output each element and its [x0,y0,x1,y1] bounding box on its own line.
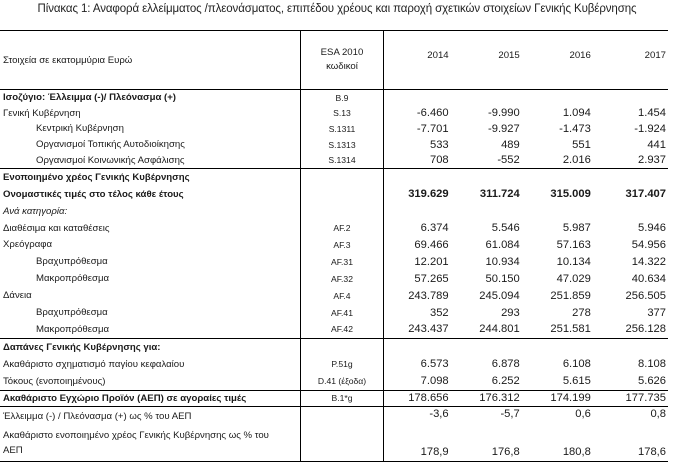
row-code: AF.4 [300,287,383,304]
row-label: Ανά κατηγορία: [3,205,68,217]
header-year: 2014 [384,31,455,90]
header-code-line2: κωδικοί [326,61,358,72]
row-code [300,203,383,220]
cell-value: 256.505 [625,289,666,302]
row-label: Δαπάνες Γενικής Κυβέρνησης για: [0,338,300,355]
cell-value: 315.009 [550,188,591,201]
row-code [300,168,383,185]
cell-value [597,90,668,106]
row-code: S.1313 [300,137,383,153]
cell-value: 243.789 [408,289,449,302]
row-code: AF.3 [300,237,383,254]
cell-value: 177.735 [597,390,668,407]
cell-value: -5,7 [455,407,526,425]
table-row [0,220,668,237]
cell-value: 5.946 [638,222,666,235]
cell-value: 12.201 [414,255,449,268]
cell-value: 244.801 [479,323,520,336]
cell-value: 6.878 [491,358,520,371]
cell-value: -9.927 [488,122,520,135]
row-label: Βραχυπρόθεσμα [36,256,108,268]
table-row [0,253,668,270]
cell-value: 551 [572,138,591,151]
table-row [0,321,668,338]
cell-value [526,168,597,185]
cell-value: 352 [429,306,449,319]
government-deficit-debt-table [0,30,668,462]
row-label: Δάνεια [3,290,32,302]
cell-value: 441 [647,138,666,151]
cell-value: 176,8 [455,425,526,462]
cell-value [597,338,668,355]
row-label: Ενοποιημένο χρέος Γενικής Κυβέρνησης [0,168,300,185]
row-code [300,186,383,203]
cell-value: 245.094 [479,289,520,302]
cell-value: 57.163 [556,238,591,251]
table-row [0,270,668,287]
cell-value: 1.454 [638,107,666,120]
row-label: Μακροπρόθεσμα [36,323,110,335]
cell-value: 50.150 [485,272,520,285]
cell-value: 278 [572,306,591,319]
cell-value [597,203,668,220]
row-code [300,407,383,425]
cell-value [526,203,597,220]
cell-value: 69.466 [414,238,449,251]
header-code-line1: ESA 2010 [320,47,364,58]
cell-value: 6.573 [420,358,449,371]
cell-value: 14.322 [631,255,666,268]
cell-value [526,338,597,355]
cell-value: 2.016 [562,154,591,167]
header-row [0,31,668,90]
table-row [0,168,668,185]
row-label: Ισοζύγιο: Έλλειμμα (-)/ Πλεόνασμα (+) [0,90,300,106]
row-code: AF.42 [300,321,383,338]
table-row [0,407,668,425]
cell-value: 47.029 [556,272,591,285]
row-label: Ακαθάριστο σχηματισμό παγίου κεφαλαίου [3,358,185,370]
cell-value: 2.937 [638,154,666,167]
cell-value: 5.615 [562,375,591,388]
table-row [0,304,668,321]
table-row [0,287,668,304]
cell-value [455,203,526,220]
row-code: D.41 (έξοδα) [300,373,383,390]
cell-value: -3,6 [384,407,455,425]
cell-value: 533 [429,138,449,151]
table-row [0,106,668,122]
table-row [0,356,668,373]
cell-value: 317.407 [625,188,666,201]
cell-value [455,90,526,106]
row-code [300,425,383,462]
header-year: 2016 [526,31,597,90]
cell-value: 57.265 [414,272,449,285]
table-row [0,425,668,462]
cell-value: 54.956 [631,238,666,251]
cell-value: 251.859 [550,289,591,302]
cell-value [384,203,455,220]
cell-value [455,338,526,355]
row-code: AF.31 [300,253,383,270]
cell-value [384,90,455,106]
cell-value: 0,8 [597,407,668,425]
cell-value: 40.634 [631,272,666,285]
row-label: Βραχυπρόθεσμα [36,307,108,319]
cell-value: 708 [429,154,449,167]
cell-value: 377 [647,306,666,319]
table-row [0,390,668,407]
table-row [0,152,668,168]
cell-value: 6.374 [420,222,449,235]
row-label: Έλλειμμα (-) / Πλεόνασμα (+) ως % του ΑΕΠ [0,407,300,425]
row-label: Διαθέσιμα και καταθέσεις [3,222,110,234]
cell-value: -9.990 [488,107,520,120]
row-code: B.1*g [300,390,383,407]
cell-value: 178,6 [597,425,668,462]
row-label: Ονομαστικές τιμές στο τέλος κάθε έτους [3,188,184,200]
table-title: Πίνακας 1: Αναφορά ελλείμματος /πλεονάσματος, επιπέδου χρέους και παροχή σχετικών στοιχείων Γενικής Κυβέρνησης [37,3,637,15]
header-year: 2017 [597,31,668,90]
cell-value [597,168,668,185]
cell-value [384,168,455,185]
cell-value: 176.312 [455,390,526,407]
cell-value: 251.581 [550,323,591,336]
cell-value: 256.128 [625,323,666,336]
row-code: S.13 [300,106,383,122]
cell-value: 319.629 [408,188,449,201]
row-code [300,338,383,355]
cell-value [455,168,526,185]
table-row [0,137,668,153]
cell-value: 8.108 [638,358,666,371]
cell-value: 174.199 [526,390,597,407]
row-code: B.9 [300,90,383,106]
row-code: AF.2 [300,220,383,237]
row-code: S.1314 [300,152,383,168]
table-row [0,203,668,220]
row-label: Μακροπρόθεσμα [36,273,110,285]
cell-value: -552 [497,154,520,167]
cell-value: 5.546 [491,222,520,235]
table-row [0,338,668,355]
row-code: AF.41 [300,304,383,321]
row-label: Οργανισμοί Τοπικής Αυτοδιοίκησης [36,139,185,151]
cell-value: -7.701 [416,122,449,135]
row-code: P.51g [300,356,383,373]
cell-value [526,90,597,106]
row-label: Κεντρική Κυβέρνηση [36,123,124,135]
cell-value: 10.134 [556,255,591,268]
cell-value: 489 [501,138,520,151]
cell-value: 5.987 [562,222,591,235]
cell-value: 5.626 [638,375,666,388]
cell-value: 6.252 [491,375,520,388]
cell-value: 178.656 [384,390,455,407]
cell-value: 6.108 [562,358,591,371]
table-row [0,186,668,203]
table-row [0,373,668,390]
cell-value: 1.094 [562,107,591,120]
cell-value: -1.473 [559,122,591,135]
row-code: S.1311 [300,121,383,137]
cell-value: 178,9 [384,425,455,462]
row-label: Οργανισμοί Κοινωνικής Ασφάλισης [36,154,185,166]
cell-value: 61.084 [485,238,520,251]
row-code: AF.32 [300,270,383,287]
table-row [0,237,668,254]
header-year: 2015 [455,31,526,90]
cell-value: 293 [501,306,520,319]
cell-value: 180,8 [526,425,597,462]
cell-value: -1.924 [634,122,666,135]
row-label: Ακαθάριστο ενοποιημένο χρέος Γενικής Κυβέρνησης ως % του ΑΕΠ [0,425,300,462]
cell-value: 7.098 [420,375,449,388]
row-label: Χρεόγραφα [3,239,53,251]
row-label: Γενική Κυβέρνηση [3,107,81,119]
cell-value: -6.460 [416,107,449,120]
cell-value: 10.934 [485,255,520,268]
cell-value: 0,6 [526,407,597,425]
cell-value: 311.724 [479,188,520,201]
header-esa-code [300,31,383,90]
table-row [0,121,668,137]
row-label: Ακαθάριστο Εγχώριο Προϊόν (ΑΕΠ) σε αγοραίες τιμές [0,390,300,407]
table-row [0,90,668,106]
row-label: Τόκους (ενοποιημένους) [3,375,106,387]
cell-value [384,338,455,355]
header-label: Στοιχεία σε εκατομμύρια Ευρώ [0,31,300,90]
cell-value: 243.437 [408,323,449,336]
